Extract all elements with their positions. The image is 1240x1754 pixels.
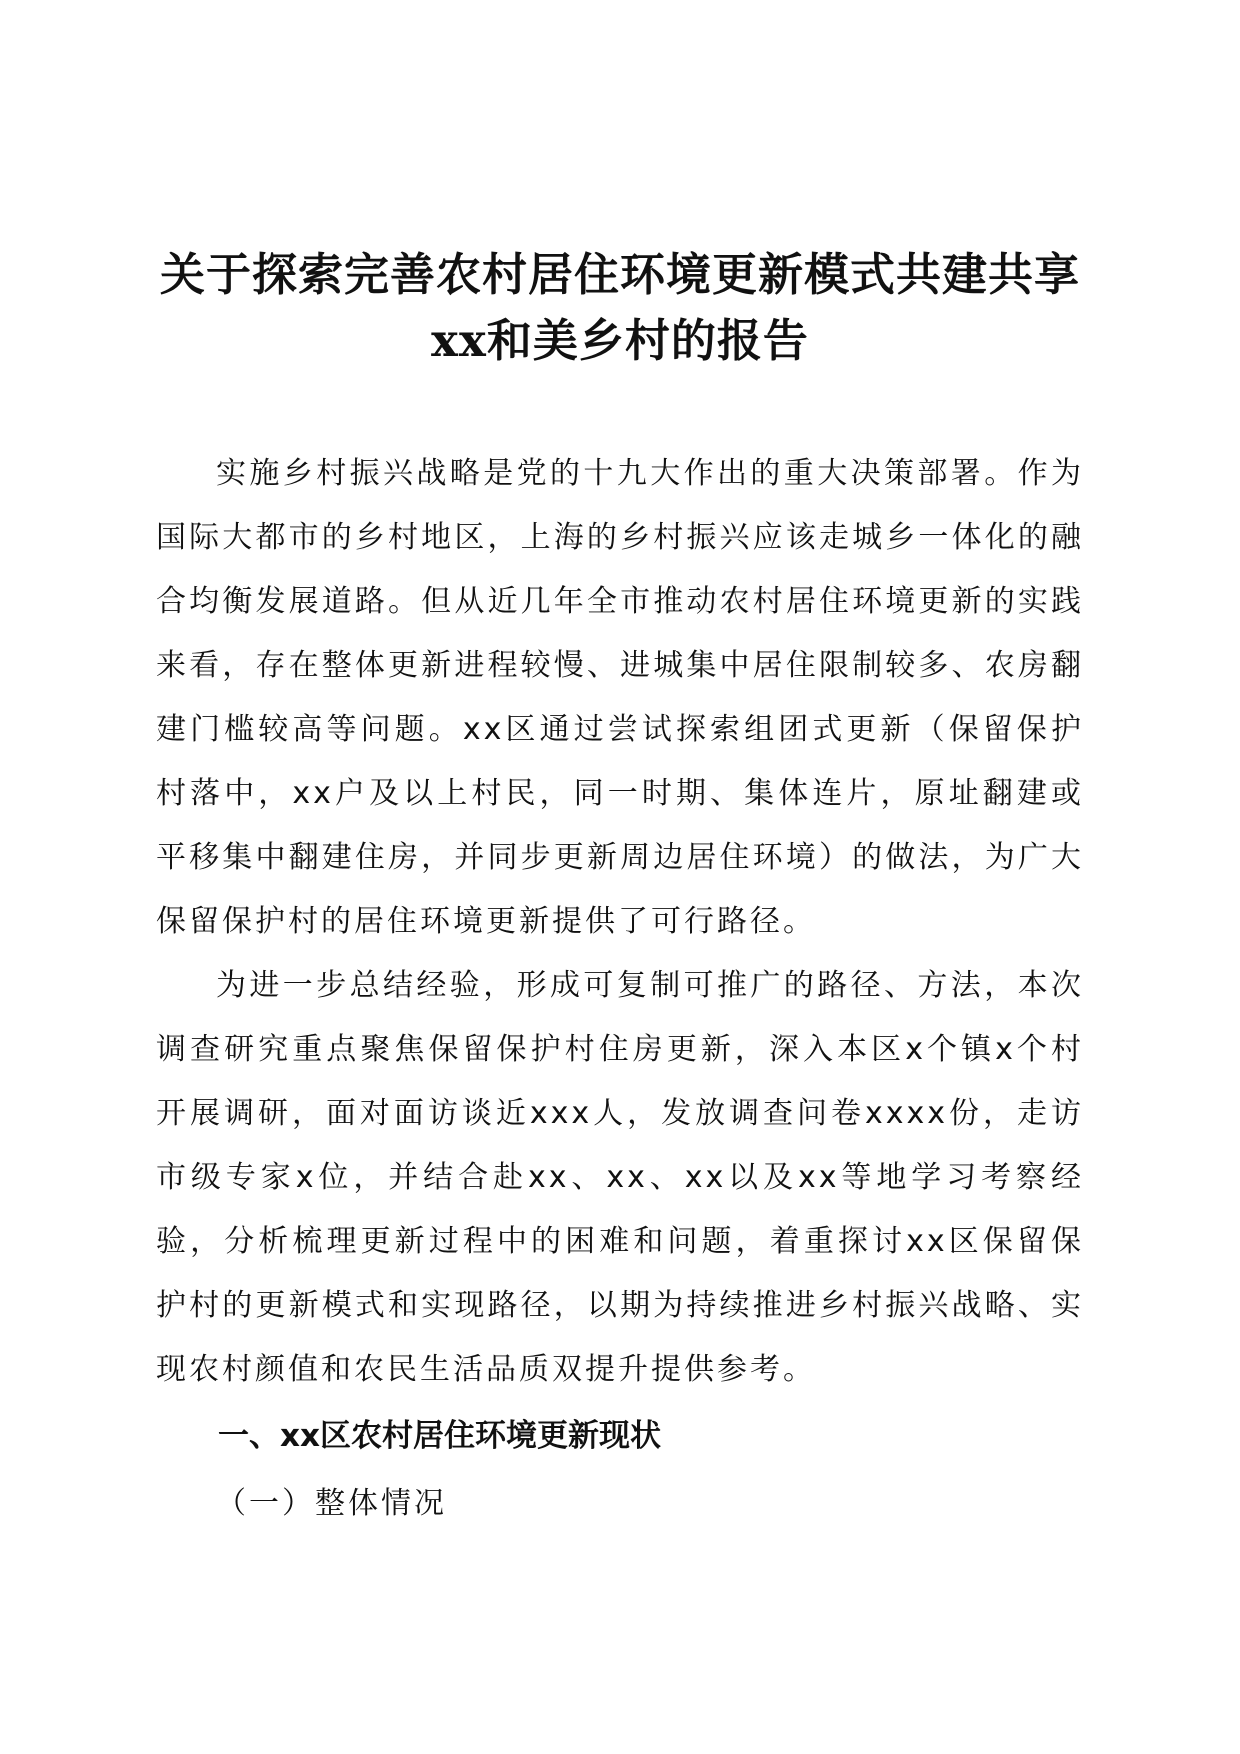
section-heading: 一、xx区农村居住环境更新现状 [218,1418,661,1454]
document-title [150,242,1090,374]
subsection-heading: （一）整体情况 [216,1486,447,1521]
body-paragraph-2: 为进一步总结经验，形成可复制可推广的路径、方法，本次调查研究重点聚焦保留保护村住房更新，深入本区x个镇x个村开展调研，面对面访谈近xxx人，发放调查问卷xxxx份，走访市级专家x位，并结合赴xx、xx、xx以及xx等地学习考察经验，分析梳理更新过程中的困难和问题，着重探讨xx区保留保护村的更新模式和实现路径，以期为持续推进乡村振兴战略、实现农村颜值和农民生活品质双提升提供参考。 [156,968,1084,1387]
body-paragraph-1: 实施乡村振兴战略是党的十九大作出的重大决策部署。作为国际大都市的乡村地区，上海的乡村振兴应该走城乡一体化的融合均衡发展道路。但从近几年全市推动农村居住环境更新的实践来看，存在整体更新进程较慢、进城集中居住限制较多、农房翻建门槛较高等问题。xx区通过尝试探索组团式更新（保留保护村落中，xx户及以上村民，同一时期、集体连片，原址翻建或平移集中翻建住房，并同步更新周边居住环境）的做法，为广大保留保护村的居住环境更新提供了可行路径。 [156,456,1084,939]
title-line-1: 关于探索完善农村居住环境更新模式共建共享 [159,248,1080,301]
title-line-2: xx和美乡村的报告 [431,314,809,367]
document-body [156,442,1084,1536]
